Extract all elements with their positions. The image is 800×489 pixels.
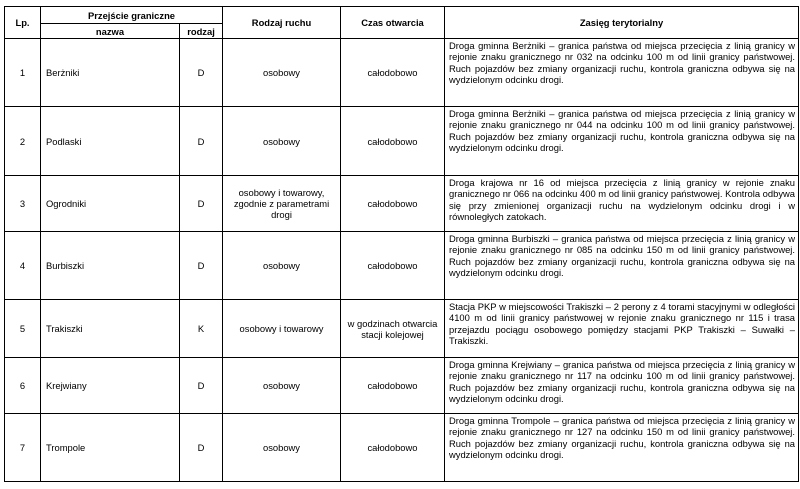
table-row [5, 107, 799, 176]
cell-traffic: osobowy i towarowy [223, 300, 341, 358]
cell-type: D [180, 232, 223, 300]
cell-traffic: osobowy [223, 39, 341, 107]
cell-scope: Droga gminna Berżniki – granica państwa od miejsca przecięcia z linią granicy w rejonie znaku granicznego nr 044 na odcinku 100 m od linii granicy państwowej. Ruch pojazdów bez zmiany organizacji ruchu, kontrola graniczna odbywa się na wydzielonym odcinku drogi. [445, 107, 799, 176]
cell-hours: całodobowo [341, 232, 445, 300]
header-type: rodzaj [180, 24, 223, 39]
cell-hours: całodobowo [341, 107, 445, 176]
cell-type: D [180, 107, 223, 176]
cell-name: Podlaski [41, 107, 180, 176]
header-hours: Czas otwarcia [341, 7, 445, 39]
cell-type: D [180, 358, 223, 414]
cell-traffic: osobowy i towarowy, zgodnie z parametrami drogi [223, 176, 341, 232]
cell-lp: 2 [5, 107, 41, 176]
cell-scope: Droga krajowa nr 16 od miejsca przecięcia z linią granicy w rejonie znaku granicznego nr 066 na odcinku 400 m od linii granicy państwowej. Kontrola odbywa się przy zmienionej organizacji ruchu na wydzielonym odcinku drogi i w równoległych zatokach. [445, 176, 799, 232]
cell-type: D [180, 414, 223, 482]
cell-name: Burbiszki [41, 232, 180, 300]
cell-type: K [180, 300, 223, 358]
table-row [5, 358, 799, 414]
table-row [5, 39, 799, 107]
cell-hours: całodobowo [341, 39, 445, 107]
header-traffic: Rodzaj ruchu [223, 7, 341, 39]
cell-hours: całodobowo [341, 414, 445, 482]
cell-hours: całodobowo [341, 358, 445, 414]
cell-type: D [180, 39, 223, 107]
cell-scope: Droga gminna Berżniki – granica państwa od miejsca przecięcia z linią granicy w rejonie znaku granicznego nr 032 na odcinku 100 m od linii granicy państwowej. Ruch pojazdów bez zmiany organizacji ruchu, kontrola graniczna odbywa się na wydzielonym odcinku drogi. [445, 39, 799, 107]
cell-scope: Droga gminna Krejwiany – granica państwa od miejsca przecięcia z linią granicy w rejonie znaku granicznego nr 117 na odcinku 100 m od linii granicy państwowej. Ruch pojazdów bez zmiany organizacji ruchu, kontrola graniczna odbywa się na wydzielonym odcinku drogi. [445, 358, 799, 414]
cell-lp: 3 [5, 176, 41, 232]
cell-lp: 4 [5, 232, 41, 300]
table-body [5, 39, 799, 482]
table-row [5, 176, 799, 232]
cell-type: D [180, 176, 223, 232]
header-name: nazwa [41, 24, 180, 39]
cell-hours: w godzinach otwarcia stacji kolejowej [341, 300, 445, 358]
cell-traffic: osobowy [223, 107, 341, 176]
table-row [5, 414, 799, 482]
cell-scope: Droga gminna Trompole – granica państwa od miejsca przecięcia z linią granicy w rejonie znaku granicznego nr 127 na odcinku 150 m od linii granicy państwowej. Ruch pojazdów bez zmiany organizacji ruchu, kontrola graniczna odbywa się na wydzielonym odcinku drogi. [445, 414, 799, 482]
cell-lp: 1 [5, 39, 41, 107]
border-crossings-table [4, 6, 799, 482]
cell-scope: Droga gminna Burbiszki – granica państwa od miejsca przecięcia z linią granicy w rejonie znaku granicznego nr 085 na odcinku 150 m od linii granicy państwowej. Ruch pojazdów bez zmiany organizacji ruchu, kontrola graniczna odbywa się na wydzielonym odcinku drogi. [445, 232, 799, 300]
table-row [5, 232, 799, 300]
cell-name: Berżniki [41, 39, 180, 107]
cell-lp: 5 [5, 300, 41, 358]
header-lp: Lp. [5, 7, 41, 39]
cell-name: Trakiszki [41, 300, 180, 358]
cell-traffic: osobowy [223, 414, 341, 482]
header-row-main [5, 7, 799, 24]
cell-name: Ogrodniki [41, 176, 180, 232]
cell-lp: 7 [5, 414, 41, 482]
cell-lp: 6 [5, 358, 41, 414]
cell-name: Trompole [41, 414, 180, 482]
table-row [5, 300, 799, 358]
header-crossing: Przejście graniczne [41, 7, 223, 24]
cell-name: Krejwiany [41, 358, 180, 414]
cell-traffic: osobowy [223, 232, 341, 300]
cell-traffic: osobowy [223, 358, 341, 414]
cell-scope: Stacja PKP w miejscowości Trakiszki – 2 perony z 4 torami stacyjnymi w odległości 4100 m od linii granicy państwowej w rejonie znaku granicznego nr 115 i trasa przejazdu pociągu osobowego pomiędzy stacjami PKP Trakiszki – Suwałki – Trakiszki. [445, 300, 799, 358]
cell-hours: całodobowo [341, 176, 445, 232]
header-scope: Zasięg terytorialny [445, 7, 799, 39]
